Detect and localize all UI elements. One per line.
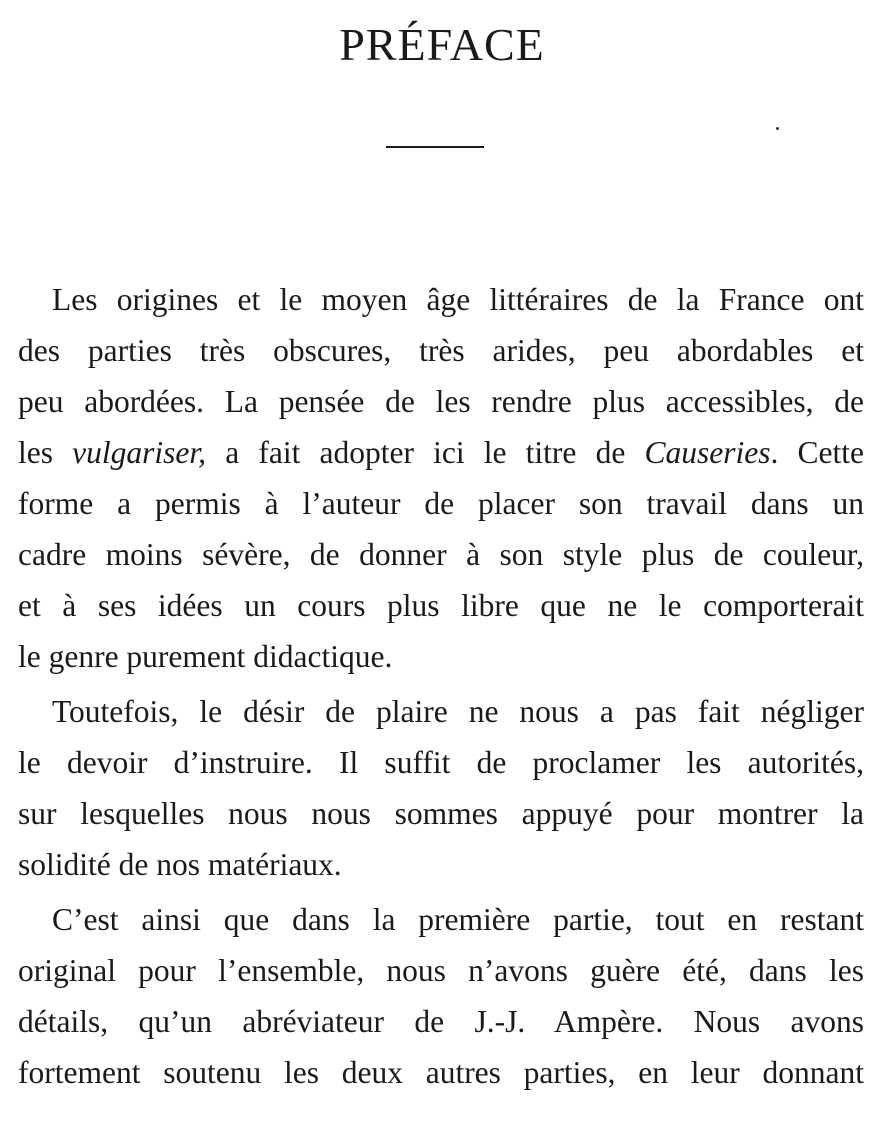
text-line: Les origines et le moyen âge littéraires de la France ont bbox=[52, 282, 864, 317]
italic-word-vulgariser: vulgariser, bbox=[72, 435, 207, 470]
italic-word-causeries: Causeries bbox=[644, 435, 771, 470]
paragraph-1 bbox=[18, 274, 864, 682]
text-line: cadre moins sévère, de donner à son style plus de couleur, bbox=[18, 537, 864, 572]
text-fragment: . Cette bbox=[770, 435, 864, 470]
text-line: des parties très obscures, très arides, peu abordables et bbox=[18, 333, 864, 368]
print-speck bbox=[776, 127, 779, 130]
paragraph-2 bbox=[18, 686, 864, 890]
text-line: original pour l’ensemble, nous n’avons guère été, dans les bbox=[18, 953, 864, 988]
text-line: sur lesquelles nous nous sommes appuyé pour montrer la bbox=[18, 796, 864, 831]
text-line: le devoir d’instruire. Il suffit de proclamer les autorités, bbox=[18, 745, 864, 780]
preface-body bbox=[18, 274, 864, 1098]
text-fragment: les bbox=[18, 435, 73, 470]
text-line: solidité de nos matériaux. bbox=[18, 847, 342, 882]
text-line: et à ses idées un cours plus libre que ne le comporterait bbox=[18, 588, 864, 623]
text-line: Toutefois, le désir de plaire ne nous a pas fait négliger bbox=[52, 694, 864, 729]
text-line: peu abordées. La pensée de les rendre plus accessibles, de bbox=[18, 384, 864, 419]
text-line: forme a permis à l’auteur de placer son travail dans un bbox=[18, 486, 864, 521]
title-rule bbox=[386, 146, 484, 148]
page-title: PRÉFACE bbox=[339, 19, 545, 70]
text-line: le genre purement didactique. bbox=[18, 639, 393, 674]
text-line bbox=[18, 427, 864, 478]
paragraph-3 bbox=[18, 894, 864, 1098]
text-line: détails, qu’un abréviateur de J.-J. Ampère. Nous avons bbox=[18, 1004, 864, 1039]
text-fragment: a fait adopter ici le titre de bbox=[206, 435, 645, 470]
text-line: C’est ainsi que dans la première partie, tout en restant bbox=[52, 902, 864, 937]
text-line: fortement soutenu les deux autres parties, en leur donnant bbox=[18, 1055, 864, 1090]
